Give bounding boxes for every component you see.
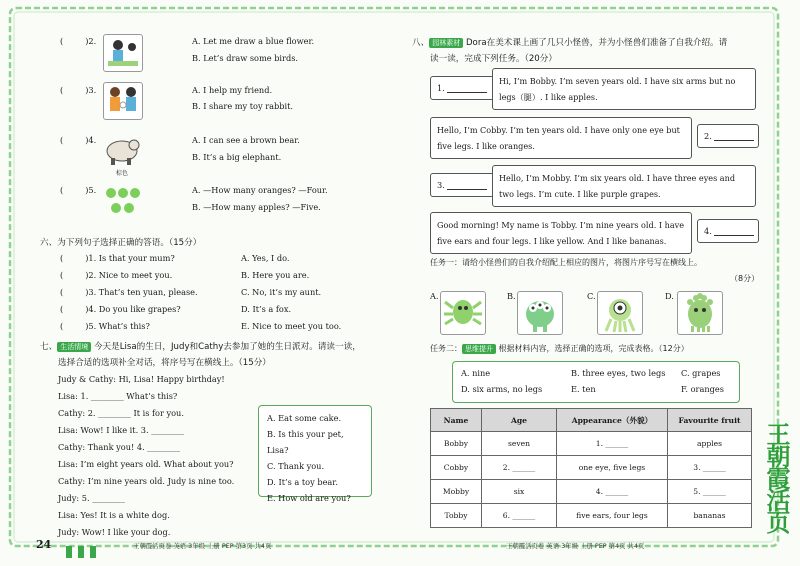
task1-instruction: 任务一：请给小怪兽们的自我介绍配上相应的图片，将图片序号写在横线上。 <box>430 258 702 267</box>
intro-cobby: Hello, I’m Cobby. I’m ten years old. I have only one eye but five legs. I like oranges. <box>430 117 692 159</box>
table-option-e: E. ten <box>571 384 596 394</box>
cell: bananas <box>668 504 752 528</box>
table-options-box <box>452 361 740 403</box>
monster-d-picture <box>677 291 723 335</box>
dialog-option-d: D. It’s a toy bear. <box>267 477 338 487</box>
s6-q3: ( )3. That’s ten yuan, please. <box>60 287 198 297</box>
cell: Mobby <box>431 480 482 504</box>
footer-bars-decoration <box>66 544 102 558</box>
s6-q4: ( )4. Do you like grapes? <box>60 304 181 314</box>
s6-a3: C. No, it’s my aunt. <box>241 287 322 297</box>
cell: seven <box>482 432 557 456</box>
s5-item-4-b: B. It’s a big elephant. <box>192 152 282 162</box>
brown-bear-picture <box>103 134 141 177</box>
intro-answer-3[interactable]: 3. <box>430 173 494 197</box>
page-number: 24 <box>36 538 52 551</box>
monster-label-b: B. <box>507 291 516 301</box>
table-options-row-2 <box>461 381 731 397</box>
intro-mobby: Hello, I’m Mobby. I’m six years old. I have three eyes and two legs. I’m cute. I like purple grapes. <box>492 165 756 207</box>
s5-item-4: ( )4. <box>60 135 97 145</box>
header-name: Name <box>431 409 482 432</box>
dialog-option-e: E. How old are you? <box>267 493 351 503</box>
table-option-b: B. three eyes, two legs <box>571 368 666 378</box>
dialog-line-9: Lisa: Yes! It is a white dog. <box>58 510 170 520</box>
answer-cell[interactable]: 2. ______ <box>482 456 557 480</box>
thinking-tag: 思维提升 <box>462 344 496 354</box>
dialog-line-5: Cathy: Thank you! 4. ________ <box>58 442 181 452</box>
header-fruit: Favourite fruit <box>668 409 752 432</box>
brand-watermark: 王朝霞活页 <box>762 422 791 532</box>
cell: Tobby <box>431 504 482 528</box>
cell: six <box>482 480 557 504</box>
monster-a-picture <box>440 291 486 335</box>
answer-cell[interactable]: 1. ______ <box>557 432 668 456</box>
cell: Cobby <box>431 456 482 480</box>
intro-answer-2[interactable]: 2. <box>697 124 759 148</box>
dialog-line-10: Judy: Wow! I like your dog. <box>58 527 171 537</box>
table-row <box>431 432 752 456</box>
dialog-option-a: A. Eat some cake. <box>267 413 342 423</box>
dialog-line-3: Cathy: 2. ________ It is for you. <box>58 408 184 418</box>
section7-title: 七、 生活情境 今天是Lisa的生日，Judy和Cathy去参加了她的生日派对。请读一读， <box>40 342 361 352</box>
dialog-options-box <box>258 405 372 503</box>
cell: Bobby <box>431 432 482 456</box>
table-option-f: F. oranges <box>681 384 724 394</box>
s6-a1: A. Yes, I do. <box>241 253 290 263</box>
intro-tobby: Good morning! My name is Tobby. I’m nine years old. I have five ears and four legs. I like yellow. And I like bananas. <box>430 212 692 254</box>
task2-instruction: 任务二： 思维提升 根据材料内容，选择正确的选项，完成表格。（12分） <box>430 344 689 353</box>
cell: apples <box>668 432 752 456</box>
footer-left: 王朝霞活页卷 英语 3年级 上册 PEP 第3页 共4页 <box>133 542 272 550</box>
answer-cell[interactable]: 5. ______ <box>668 480 752 504</box>
s5-item-4-a: A. I can see a brown bear. <box>192 135 300 145</box>
monster-label-a: A. <box>430 291 439 301</box>
monster-info-table <box>430 408 752 528</box>
table-header-row <box>431 409 752 432</box>
intro-answer-1[interactable]: 1. <box>430 76 494 100</box>
table-row <box>431 504 752 528</box>
s5-item-3: ( )3. <box>60 85 97 95</box>
apples-picture <box>103 184 141 220</box>
s6-a2: B. Here you are. <box>241 270 310 280</box>
garden-material-tag: 园林素材 <box>429 38 463 48</box>
cell: one eye, five legs <box>557 456 668 480</box>
dialog-line-1: Judy & Cathy: Hi, Lisa! Happy birthday! <box>58 374 225 384</box>
brown-label: 棕色 <box>115 170 128 177</box>
s6-q5: ( )5. What’s this? <box>60 321 150 331</box>
section8-title-2: 读一读，完成下列任务。（20分） <box>430 54 557 64</box>
monster-c-picture <box>597 291 643 335</box>
monster-label-c: C. <box>587 291 596 301</box>
header-age: Age <box>482 409 557 432</box>
s6-q2: ( )2. Nice to meet you. <box>60 270 173 280</box>
answer-cell[interactable]: 6. ______ <box>482 504 557 528</box>
sharing-children-picture <box>103 82 143 120</box>
table-option-c: C. grapes <box>681 368 721 378</box>
s5-item-2-a: A. Let me draw a blue flower. <box>192 36 315 46</box>
dialog-option-b: B. Is this your pet, Lisa? <box>267 429 344 455</box>
drawing-children-picture <box>103 34 143 72</box>
s5-item-2-b: B. Let’s draw some birds. <box>192 53 299 63</box>
task1-score: （8分） <box>730 274 760 283</box>
intro-bobby: Hi, I’m Bobby. I’m seven years old. I have six arms but no legs（腿）. I like apples. <box>492 68 756 110</box>
section7-title-2: 选择合适的选项补全对话，将序号写在横线上。（15分） <box>58 358 271 368</box>
dialog-line-8: Judy: 5. ________ <box>58 493 125 503</box>
section8-title: 八、 园林素材 Dora在美术课上画了几只小怪兽，并为小怪兽们准备了自我介绍。请 <box>412 38 728 48</box>
s6-a4: D. It’s a fox. <box>241 304 292 314</box>
dialog-line-7: Cathy: I’m nine years old. Judy is nine too. <box>58 476 235 486</box>
s5-item-5-b: B. —How many apples? —Five. <box>192 202 321 212</box>
dialog-line-4: Lisa: Wow! I like it. 3. ________ <box>58 425 184 435</box>
s5-item-2: ( )2. <box>60 36 97 46</box>
s5-item-3-a: A. I help my friend. <box>192 85 273 95</box>
dialog-line-2: Lisa: 1. ________ What’s this? <box>58 391 178 401</box>
table-option-d: D. six arms, no legs <box>461 384 543 394</box>
table-option-a: A. nine <box>461 368 491 378</box>
answer-cell[interactable]: 3. ______ <box>668 456 752 480</box>
answer-cell[interactable]: 4. ______ <box>557 480 668 504</box>
table-row <box>431 456 752 480</box>
s6-a5: E. Nice to meet you too. <box>241 321 342 331</box>
dialog-line-6: Lisa: I’m eight years old. What about you? <box>58 459 234 469</box>
table-row <box>431 480 752 504</box>
s5-item-5: ( )5. <box>60 185 97 195</box>
life-situation-tag: 生活情境 <box>57 342 91 352</box>
intro-answer-4[interactable]: 4. <box>697 219 759 243</box>
s5-item-3-b: B. I share my toy rabbit. <box>192 101 294 111</box>
monster-b-picture <box>517 291 563 335</box>
s6-q1: ( )1. Is that your mum? <box>60 253 175 263</box>
monster-label-d: D. <box>665 291 674 301</box>
s5-item-5-a: A. —How many oranges? —Four. <box>192 185 328 195</box>
section6-title: 六、为下列句子选择正确的答语。（15分） <box>40 238 202 248</box>
table-options-row-1 <box>461 365 731 381</box>
footer-right: 王朝霞活页卷 英语 3年级 上册 PEP 第4页 共4页 <box>506 542 645 550</box>
dialog-option-c: C. Thank you. <box>267 461 325 471</box>
cell: five ears, four legs <box>557 504 668 528</box>
header-appearance: Appearance（外貌） <box>557 409 668 432</box>
